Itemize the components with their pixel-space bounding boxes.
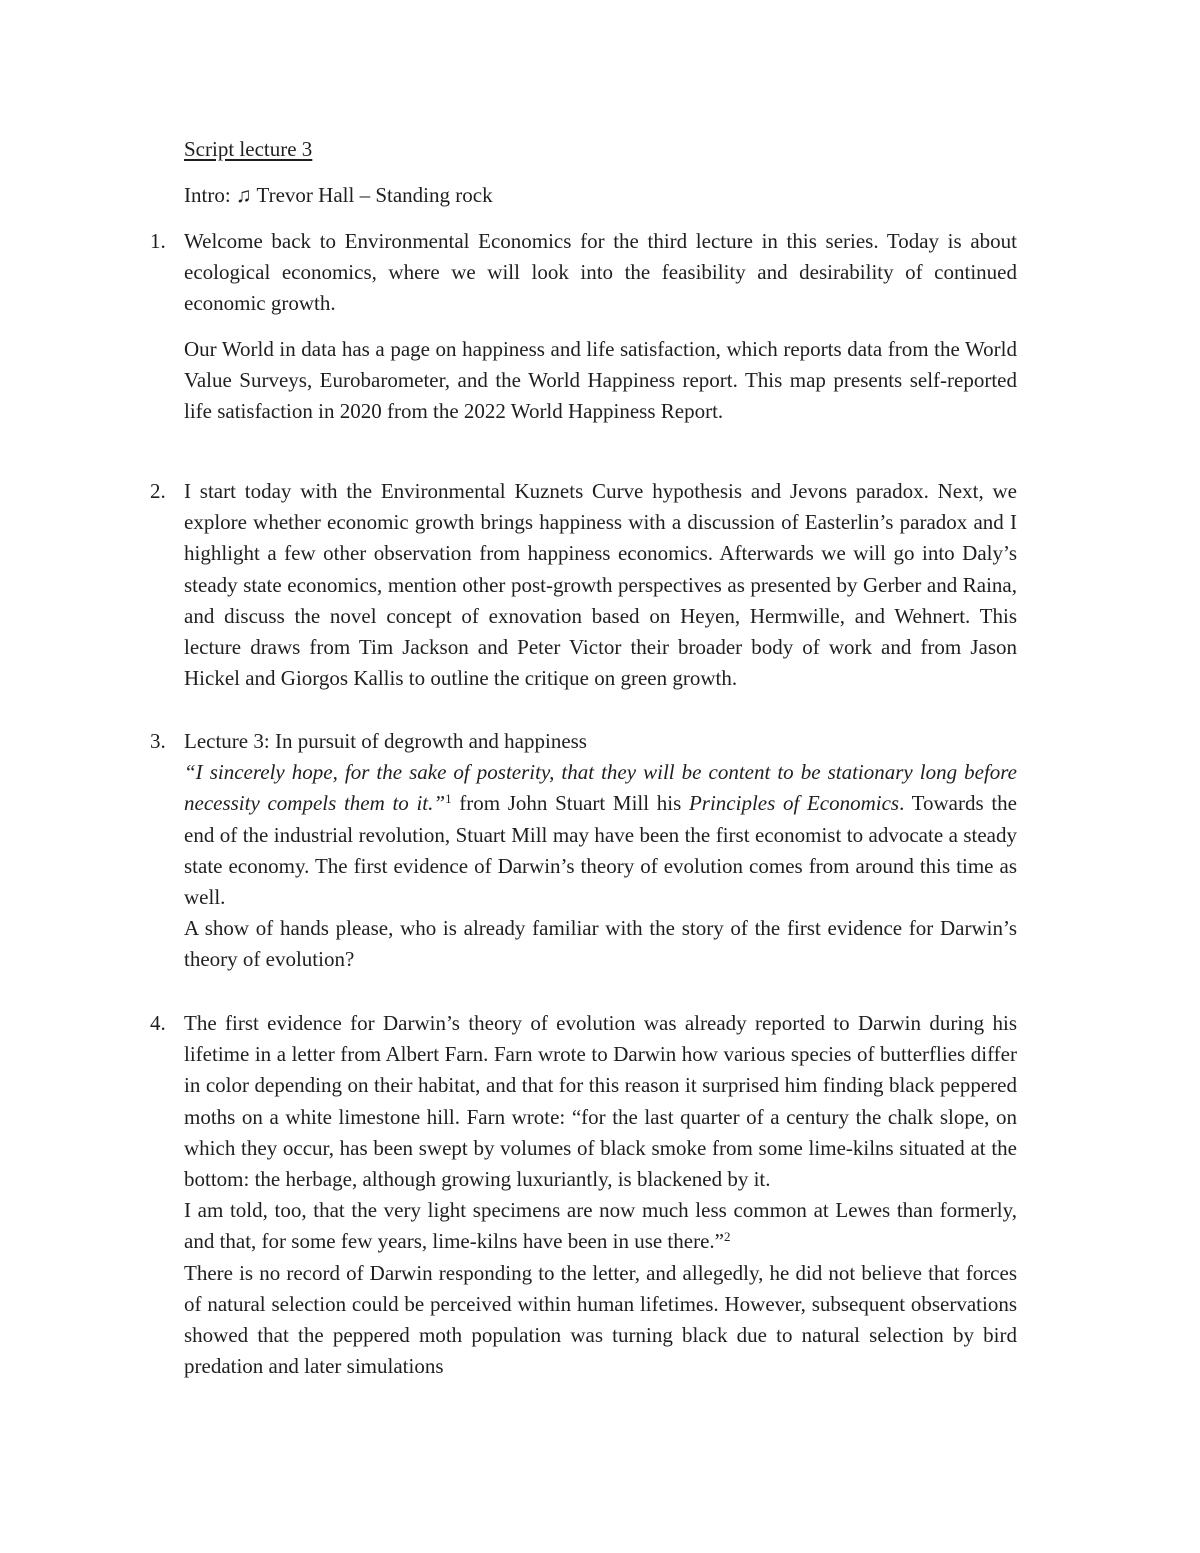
- item-1-paragraph-2: Our World in data has a page on happiness and life satisfaction, which reports data from the World Value Surveys, Eurobarometer, and the World Happiness report. This map presents self-reported life satisfaction in 2020 from the 2022 World Happiness Report.: [184, 337, 1017, 424]
- item-4-paragraph-2-text: I am told, too, that the very light specimens are now much less common at Lewes than formerly, and that, for some few years, lime-kilns have been in use there.”: [184, 1198, 1017, 1254]
- footnote-marker-1: 1: [445, 791, 452, 807]
- intro-label: Intro:: [184, 183, 231, 207]
- music-note-icon: ♫: [235, 183, 252, 207]
- item-1-paragraph-1: Welcome back to Environmental Economics for the third lecture in this series. Today is about ecological economics, where we will look into the feasibility and desirability of continued economic growth.: [184, 229, 1017, 316]
- item-3-continuation: . Towards the end of the industrial revolution, Stuart Mill may have been the first economist to advocate a steady state economy. The first evidence of Darwin’s theory of evolution comes from around this time as well.: [184, 791, 1017, 910]
- mill-quote: “I sincerely hope, for the sake of posterity, that they will be content to be stationary long before necessity compels them to it.”: [184, 760, 1017, 816]
- book-title: Principles of Economics: [688, 791, 900, 816]
- item-number-1: 1.: [150, 229, 166, 253]
- item-3-paragraph-2: A show of hands please, who is already familiar with the story of the first evidence for Darwin’s theory of evolution?: [184, 916, 1017, 972]
- item-3-heading: Lecture 3: In pursuit of degrowth and happiness: [184, 729, 587, 753]
- quote-attribution: from John Stuart Mill his: [451, 791, 689, 816]
- item-4-paragraph-2: [184, 1195, 1017, 1257]
- item-3-paragraph-1: [184, 757, 1017, 913]
- footnote-marker-2: 2: [723, 1229, 731, 1245]
- intro-song: Trevor Hall – Standing rock: [256, 183, 493, 207]
- item-4-content: [184, 1008, 1017, 1382]
- intro-line: [184, 181, 493, 209]
- item-number-3: 3.: [150, 729, 166, 753]
- item-3-content: [184, 726, 1017, 976]
- document-title: Script lecture 3: [184, 137, 313, 161]
- item-number-4: 4.: [150, 1011, 166, 1035]
- item-2-paragraph-1: I start today with the Environmental Kuznets Curve hypothesis and Jevons paradox. Next, we explore whether economic growth brings happiness with a discussion of Easterlin’s paradox and I highlight a few other observation from happiness economics. Afterwards we will go into Daly’s steady state economics, mention other post-growth perspectives as presented by Gerber and Raina, and discuss the novel concept of exnovation based on Heyen, Hermwille, and Wehnert. This lecture draws from Tim Jackson and Peter Victor their broader body of work and from Jason Hickel and Giorgos Kallis to outline the critique on green growth.: [184, 479, 1017, 691]
- item-4-paragraph-3: There is no record of Darwin responding to the letter, and allegedly, he did not believe that forces of natural selection could be perceived within human lifetimes. However, subsequent observations showed that the peppered moth population was turning black due to natural selection by bird predation and later simulations: [184, 1260, 1017, 1379]
- item-number-2: 2.: [150, 479, 166, 503]
- item-4-paragraph-1: The first evidence for Darwin’s theory of evolution was already reported to Darwin during his lifetime in a letter from Albert Farn. Farn wrote to Darwin how various species of butterflies differ in color depending on their habitat, and that for this reason it surprised him finding black peppered moths on a white limestone hill. Farn wrote: “for the last quarter of a century the chalk slope, on which they occur, has been swept by volumes of black smoke from some lime-kilns situated at the bottom: the herbage, although growing luxuriantly, is blackened by it.: [184, 1011, 1017, 1192]
